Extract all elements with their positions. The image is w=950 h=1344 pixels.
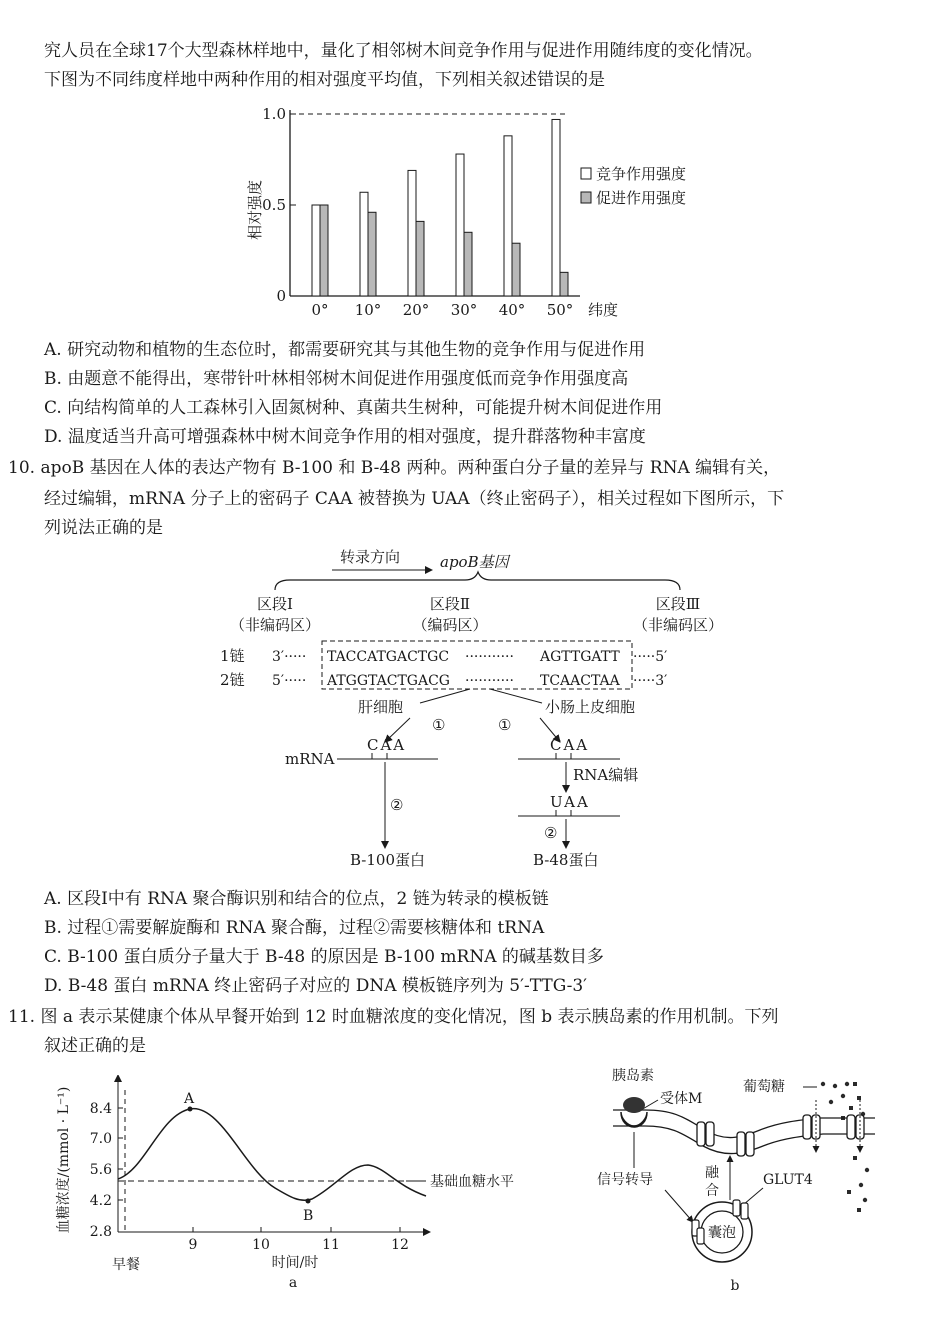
gene-brace: [275, 572, 680, 590]
liver-step-2: ②: [390, 796, 404, 814]
point-b-label: B: [303, 1208, 314, 1224]
apob-gene-diagram: [200, 540, 760, 875]
fig-a-xtick-9: 9: [188, 1237, 198, 1253]
vesicle-label: 囊泡: [708, 1225, 736, 1241]
bar-competition-4: [504, 136, 512, 296]
q11-stem-line-2: 叙述正确的是: [44, 1036, 146, 1056]
arrow-to-liver: [420, 689, 470, 703]
intestine-cell-label: 小肠上皮细胞: [545, 698, 636, 716]
intro-line-1: 究人员在全球17个大型森林样地中，量化了相邻树木间竞争作用与促进作用随纬度的变化情况。: [44, 41, 763, 61]
blood-glucose-chart: [50, 1075, 550, 1300]
q9-option-a: A. 研究动物和植物的生态位时，都需要研究其与其他生物的竞争作用与促进作用: [44, 340, 646, 360]
strand-1-label: 1链: [220, 647, 245, 665]
segment-1-sub: （非编码区）: [229, 616, 321, 634]
q9-option-c: C. 向结构简单的人工森林引入固氮树种、真菌共生树种，可能提升树木间促进作用: [44, 398, 663, 418]
x-tick-label-3: 30°: [450, 301, 478, 319]
strand-2-label: 2链: [220, 671, 245, 689]
breakfast-label: 早餐: [112, 1257, 140, 1273]
strand-2-left: 5′·····: [272, 673, 307, 689]
q10-stem-line-1: 10. apoB 基因在人体的表达产物有 B-100 和 B-48 两种。两种蛋白分子量的差异与 RNA 编辑有关，: [8, 458, 781, 478]
b48-protein-label: B-48蛋白: [533, 851, 599, 869]
receptor-m-label: 受体M: [660, 1091, 703, 1107]
bar-competition-0: [312, 205, 320, 296]
legend-label-competition: 竞争作用强度: [596, 165, 687, 183]
intestine-step-2: ②: [544, 824, 558, 842]
latitude-bar-chart: [240, 100, 720, 325]
bar-promotion-3: [464, 232, 472, 296]
bar-competition-3: [456, 154, 464, 296]
rna-edit-label: RNA编辑: [573, 766, 639, 784]
x-tick-label-0: 0°: [311, 301, 329, 319]
b100-protein-label: B-100蛋白: [350, 851, 426, 869]
glucose-molecules: [821, 1082, 869, 1212]
fig-a-ylabel: 血糖浓度/(mmol · L⁻¹): [56, 1086, 72, 1234]
liver-cell-label: 肝细胞: [358, 698, 404, 716]
fig-a-ytick-84: 8.4: [89, 1101, 112, 1117]
bar-competition-1: [360, 192, 368, 296]
bar-promotion-2: [416, 221, 424, 296]
q10-option-a: A. 区段Ⅰ中有 RNA 聚合酶识别和结合的位点，2 链为转录的模板链: [44, 889, 549, 909]
chart-xlabel: 纬度: [588, 301, 619, 319]
step-1-right: ①: [498, 716, 512, 734]
signal-transduction-label: 信号转导: [597, 1172, 653, 1188]
bar-promotion-5: [560, 272, 568, 296]
strand-1-right: ·····5′: [633, 649, 668, 665]
glut4-transporters-membrane: [697, 1115, 864, 1156]
arrow-to-intestine: [490, 689, 542, 703]
glucose-label: 葡萄糖: [743, 1079, 785, 1095]
bar-group: [312, 119, 568, 296]
ytick-label-0: 0: [276, 287, 286, 305]
bar-competition-5: [552, 119, 560, 296]
fig-a-xtick-11: 11: [322, 1237, 340, 1253]
legend-label-promotion: 促进作用强度: [596, 189, 687, 207]
bar-promotion-0: [320, 205, 328, 296]
q10-stem-line-2: 经过编辑，mRNA 分子上的密码子 CAA 被替换为 UAA（终止密码子），相关过程如下图所示，下: [44, 489, 785, 509]
q10-option-c: C. B-100 蛋白质分子量大于 B-48 的原因是 B-100 mRNA 的碱基数目多: [44, 947, 604, 967]
fig-a-xtick-12: 12: [391, 1237, 409, 1253]
fig-a-ytick-56: 5.6: [89, 1162, 112, 1178]
glut4-label: GLUT4: [763, 1172, 813, 1188]
bar-competition-2: [408, 170, 416, 296]
point-a-marker: [188, 1107, 193, 1112]
fig-a-ytick-28: 2.8: [89, 1224, 112, 1240]
fig-a-xlabel: 时间/时: [271, 1255, 319, 1271]
q10-option-b: B. 过程①需要解旋酶和 RNA 聚合酶，过程②需要核糖体和 tRNA: [44, 918, 545, 938]
signal-to-vesicle-arrow: [665, 1190, 693, 1222]
segment-1-label: 区段Ⅰ: [257, 595, 293, 613]
legend-swatch-competition: [581, 168, 591, 179]
liver-codon-caa: CAA: [367, 736, 407, 754]
point-a-label: A: [184, 1091, 195, 1107]
q9-option-b: B. 由题意不能得出，寒带针叶林相邻树木间促进作用强度低而竞争作用强度高: [44, 369, 629, 389]
step-1-left: ①: [432, 716, 446, 734]
receptor-m-shape: [621, 1112, 647, 1127]
q11-stem-line-1: 11. 图 a 表示某健康个体从早餐开始到 12 时血糖浓度的变化情况，图 b 表示胰岛素的作用机制。下列: [8, 1007, 779, 1027]
fusion-label-1: 融: [705, 1165, 719, 1181]
x-tick-label-1: 10°: [354, 301, 382, 319]
q9-option-d: D. 温度适当升高可增强森林中树木间竞争作用的相对强度，提升群落物种丰富度: [44, 427, 646, 447]
strand-2-seq-a: ATGGTACTGACG: [327, 673, 450, 689]
glucose-curve: [118, 1109, 426, 1201]
segment-3-label: 区段Ⅲ: [655, 595, 701, 613]
ytick-label-1: 1.0: [262, 105, 286, 123]
intestine-codon-uaa: UAA: [550, 793, 590, 811]
fig-a-xtick-10: 10: [252, 1237, 270, 1253]
insulin-mechanism-diagram: [585, 1060, 935, 1300]
transcription-direction-label: 转录方向: [340, 548, 401, 566]
x-tick-label-4: 40°: [498, 301, 526, 319]
bar-promotion-4: [512, 243, 520, 296]
bar-promotion-1: [368, 212, 376, 296]
x-tick-label-2: 20°: [402, 301, 430, 319]
fig-b-caption: b: [730, 1278, 740, 1294]
strand-2-seq-b: TCAACTAA: [540, 673, 620, 689]
strand-1-dots: ···········: [465, 649, 514, 665]
fig-a-ytick-42: 4.2: [89, 1193, 112, 1209]
q10-option-d: D. B-48 蛋白 mRNA 终止密码子对应的 DNA 模板链序列为 5′-TTG-3′: [44, 976, 588, 996]
strand-2-dots: ···········: [465, 673, 514, 689]
legend-swatch-promotion: [581, 192, 591, 203]
x-tick-labels: [311, 301, 573, 319]
gene-name-label: apoB基因: [440, 553, 509, 571]
intestine-codon-caa: CAA: [550, 736, 590, 754]
chart-ylabel: 相对强度: [246, 179, 264, 241]
segment-2-sub: （编码区）: [412, 616, 488, 634]
intro-line-2: 下图为不同纬度样地中两种作用的相对强度平均值，下列相关叙述错误的是: [44, 70, 605, 90]
strand-1-left: 3′·····: [272, 649, 307, 665]
mrna-label: mRNA: [285, 750, 335, 768]
ytick-label-05: 0.5: [262, 196, 286, 214]
segment-3-sub: （非编码区）: [632, 616, 724, 634]
fig-a-caption: a: [288, 1275, 298, 1291]
insulin-label: 胰岛素: [612, 1068, 654, 1084]
strand-1-seq-b: AGTTGATT: [540, 649, 620, 665]
strand-2-right: ·····3′: [633, 673, 668, 689]
q10-stem-line-3: 列说法正确的是: [44, 518, 163, 538]
fusion-label-2: 合: [705, 1183, 719, 1199]
fig-a-ytick-70: 7.0: [89, 1131, 112, 1147]
segment-2-label: 区段Ⅱ: [429, 595, 471, 613]
baseline-label: 基础血糖水平: [430, 1174, 514, 1190]
insulin-molecule: [623, 1097, 645, 1113]
strand-1-seq-a: TACCATGACTGC: [327, 649, 450, 665]
x-tick-label-5: 50°: [546, 301, 574, 319]
point-b-marker: [306, 1199, 311, 1204]
